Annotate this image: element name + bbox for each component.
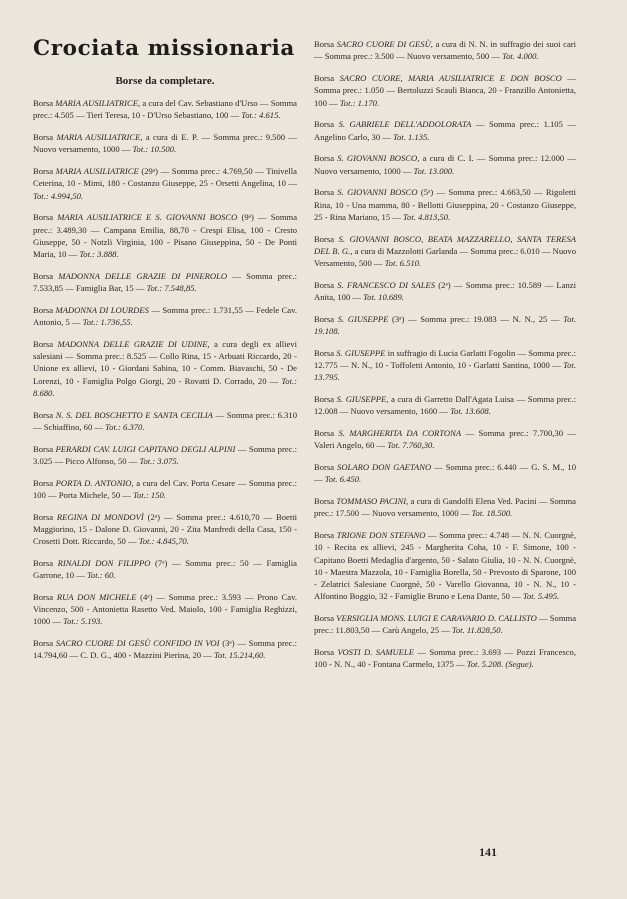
entry-tot: Tot.: 4.615.: [241, 110, 281, 121]
entry-body: in suffragio di Lucia Garlatti Fogolin — Somma prec.: 12.775 — N. N., 10 - Toffoletti Antonio, 10 - Garlatti Santina, 1000 —: [314, 347, 576, 370]
entry-body: (3ᵃ) — Somma prec.: 14.794,60 — C. D. G., 400 - Mazzini Pierina, 20 —: [33, 638, 297, 661]
borsa-entry: [33, 511, 297, 548]
borsa-entry: [314, 279, 576, 304]
entry-pre: Borsa: [314, 313, 338, 324]
entry-body: a cura degli ex allievi salesiani — Somma prec.: 8.525 — Collo Rina, 15 - Arbuati Riccardo, 20 - Unione ex allievi, 10 - Giordani Sabina, 10 - Comm. Biavaschi, 50 - De Lorenzi, 10 - Famiglia Polgo Giorgi, 20 - Rovatti D. Corrado, 20 —: [33, 338, 297, 386]
entry-body: a cura di E. P. — Somma prec.: 9.500 — Nuovo versamento, 1000 —: [33, 132, 298, 155]
entry-name: TRIONE DON STEFANO: [336, 530, 426, 540]
entry-name: RUA DON MICHELE: [56, 591, 137, 602]
entry-pre: Borsa: [314, 39, 337, 49]
page-number: 141: [479, 845, 497, 859]
left-entries: [33, 97, 297, 662]
entry-body: — Somma prec.: 1.731,55 — Fedele Cav. Antonio, 5 —: [33, 304, 298, 327]
borsa-entry: [314, 347, 576, 384]
borsa-entry: [33, 304, 297, 329]
entry-tot: Tot.: 10.500.: [132, 144, 177, 155]
borsa-entry: [314, 612, 576, 637]
borsa-entry: [314, 646, 576, 671]
borsa-entry: [314, 529, 576, 603]
entry-body: a cura di Mazzolotti Garlanda — Somma prec.: 6.010 — Nuovo Versamento, 500 —: [314, 245, 577, 268]
borsa-entry: [33, 591, 297, 628]
entry-body: — Somma prec.: 3.025 — Picco Alfonso, 50 —: [33, 443, 297, 466]
right-entries: [314, 38, 576, 671]
entry-name: PORTA D. ANTONIO,: [55, 477, 134, 488]
entry-pre: Borsa: [33, 304, 56, 315]
entry-body: a cura di Garretto Dall'Agata Luisa — Somma prec.: 12.008 — Nuovo versamento, 1600 —: [314, 394, 577, 417]
entry-tot: Tot. 4.813,50.: [403, 211, 451, 222]
borsa-entry: [33, 557, 297, 582]
entry-pre: Borsa: [33, 591, 57, 602]
entry-pre: Borsa: [314, 613, 337, 623]
entry-name: MARIA AUSILIATRICE,: [56, 132, 143, 142]
borsa-entry: [33, 443, 297, 468]
entry-pre: Borsa: [314, 647, 338, 657]
entry-body: a cura di N. N. in suffragio dei suoi cari — Somma prec.: 3.500 — Nuovo versamento, 500 —: [314, 39, 577, 62]
entry-name: SOLARO DON GAETANO: [337, 462, 432, 472]
section-subtitle: Borse da completare.: [115, 75, 215, 87]
entry-name: MARIA AUSILIATRICE: [55, 166, 139, 176]
entry-name: VERSIGLIA MONS. LUIGI E CARAVARIO D. CALLISTO: [336, 613, 537, 623]
entry-pre: Borsa: [314, 394, 337, 404]
borsa-entry: [314, 495, 576, 520]
entry-name: N. S. DEL BOSCHETTO E SANTA CECILIA: [55, 409, 213, 420]
entry-name: S. GIOVANNI BOSCO,: [337, 153, 420, 164]
entry-pre: Borsa: [314, 187, 338, 198]
entry-tot: Tot.: 7.548,85.: [146, 283, 197, 293]
entry-name: MADONNA DELLE GRAZIE DI UDINE,: [57, 338, 210, 349]
borsa-entry: [33, 211, 297, 260]
entry-body: — Somma prec.: 6.440 — G. S. M., 10 —: [314, 462, 576, 485]
entry-pre: Borsa: [314, 496, 337, 506]
entry-name: S. GABRIELE DELL'ADDOLORATA: [338, 119, 472, 130]
borsa-entry: [33, 637, 297, 662]
entry-body: — Somma prec.: 6.310 — Schiaffino, 60 —: [33, 409, 298, 432]
entry-tot: Tot.: 4.994,50.: [33, 190, 84, 201]
entry-pre: Borsa: [314, 462, 338, 472]
borsa-entry: [314, 461, 576, 486]
borsa-entry: [314, 393, 576, 418]
borsa-entry: [33, 131, 297, 156]
entry-tot: Tot. 1.135.: [393, 131, 430, 142]
entry-name: S. GIUSEPPE,: [336, 394, 389, 404]
entry-tot: Tot.: 150.: [133, 489, 166, 500]
entry-name: REGINA DI MONDOVÌ: [56, 511, 144, 522]
entry-body: — Somma prec.: 7.700,30 — Valeri Angelo, 60 —: [314, 428, 577, 451]
entry-pre: Borsa: [33, 98, 56, 108]
entry-tot: Tot.: 8.680.: [33, 375, 297, 398]
entry-pre: Borsa: [33, 557, 58, 568]
entry-pre: Borsa: [314, 279, 338, 290]
entry-body: (9ᵃ) — Somma prec.: 3.489,30 — Campana Emilia, 88,70 - Crespi Elisa, 100 - Cresto Giuseppe, 50 - Notzli Virginia, 100 - Pisano Giuseppina, 50 - De Ponti Maria, 10 —: [33, 212, 298, 259]
entry-tot: Tot.: 1.170.: [339, 97, 380, 108]
entry-body: (2ᵃ) — Somma prec.: 4.610,70 — Boetti Maggiorino, 15 - Dalone D. Giovanni, 20 - Zita Manfredi della Casa, 150 - Crosetti Dott. Riccardo, 50 —: [33, 511, 297, 546]
entry-body: (4ᵃ) — Somma prec.: 3.593 — Prono Cav. Vincenzo, 500 - Antonietta Rasetto Ved. Maiolo, 100 - Famiglia Reghizzi, 1000 —: [33, 591, 297, 627]
entry-tot: Tot. 5.495.: [522, 591, 560, 602]
entry-name: S. MARGHERITA DA CORTONA: [338, 428, 462, 438]
entry-tot: Tot. 7.760,30.: [387, 440, 435, 451]
entry-body: (7ᵃ) — Somma prec.: 50 — Famiglia Garrone, 10 —: [33, 557, 298, 580]
entry-body: (3ᵃ) — Somma prec.: 19.083 — N. N., 25 —: [388, 313, 564, 324]
entry-body: (29ᵃ) — Somma prec.: 4.769,50 — Tinivella Ceterina, 10 - Mimi, 180 - Costanzo Giuseppe, 25 - Orsetti Angelina, 10 —: [33, 166, 297, 189]
entry-tot: Tot.: 4.845,70.: [138, 536, 189, 546]
entry-body: — Somma prec.: 1.105 — Angelino Carlo, 30 —: [314, 119, 576, 142]
entry-tot: Tot.: 3.888.: [79, 249, 119, 259]
entry-tot: Tot. 6.450.: [324, 474, 362, 485]
borsa-entry: [314, 233, 576, 270]
entry-pre: Borsa: [314, 530, 337, 540]
entry-pre: Borsa: [33, 409, 56, 420]
entry-tot: Tot. 13.608.: [450, 406, 491, 417]
entry-pre: Borsa: [33, 338, 58, 349]
entry-body: (2ᵃ) — Somma prec.: 10.589 — Lanzi Anita, 100 —: [314, 279, 576, 302]
borsa-entry: [314, 72, 576, 109]
borsa-entry: [33, 270, 297, 295]
entry-pre: Borsa: [314, 73, 340, 83]
entry-pre: Borsa: [314, 153, 338, 164]
entry-name: S. GIOVANNI BOSCO: [337, 187, 418, 198]
entry-name: RINALDI DON FILIPPO: [57, 557, 151, 568]
borsa-entry: [314, 427, 576, 452]
entry-pre: Borsa: [314, 233, 339, 244]
entry-name: TOMMASO PACINI,: [336, 496, 409, 506]
entry-tot: Tot.: 5.193.: [63, 616, 103, 627]
borsa-entry: [314, 313, 576, 338]
entry-body: a cura del Cav. Porta Cesare — Somma prec.: 100 — Porta Michele, 50 —: [33, 477, 298, 500]
entry-body: — Somma prec.: 7.533,85 — Famiglia Bar, 15 —: [33, 270, 298, 293]
borsa-entry: [33, 477, 297, 502]
entry-name: S. GIUSEPPE: [336, 347, 386, 358]
entry-pre: Borsa: [33, 443, 56, 454]
entry-pre: Borsa: [33, 132, 57, 142]
entry-name: MADONNA DI LOURDES: [55, 304, 149, 315]
entry-name: SACRO CUORE, MARIA AUSILIATRICE E DON BOSCO: [339, 73, 562, 83]
entry-tot: Tot. 13.795.: [314, 360, 576, 383]
entry-name: SACRO CUORE DI GESÙ CONFIDO IN VOI: [55, 638, 220, 648]
entry-tot: Tot. 10.689.: [363, 292, 404, 302]
entry-pre: Borsa: [314, 347, 337, 358]
entry-name: S. FRANCESCO DI SALES: [337, 279, 436, 290]
borsa-entry: [314, 152, 576, 177]
left-column: [33, 0, 297, 671]
entry-tot: Tot. 5.208.: [466, 659, 504, 670]
entry-tot: Tot.: 60.: [86, 570, 116, 580]
entry-pre: Borsa: [314, 428, 339, 438]
entry-tot: Tot. 6.510.: [384, 258, 422, 268]
borsa-entry: [33, 97, 297, 122]
entry-tot: Tot. 4.000.: [502, 51, 539, 62]
borsa-entry: [33, 409, 297, 434]
entry-name: VOSTI D. SAMUELE: [337, 647, 414, 657]
entry-body: (5ᵃ) — Somma prec.: 4.663,50 — Rigoletti Rina, 10 - Una mamma, 80 - Bellotti Giuseppina, 20 - Costanzo Giuseppe, 25 - Rina Mariano, 15 —: [314, 187, 576, 222]
entry-pre: Borsa: [33, 166, 56, 176]
entry-tot: Tot. 18.500.: [471, 508, 513, 519]
entry-pre: Borsa: [33, 638, 56, 648]
entry-name: MARIA AUSILIATRICE E S. GIOVANNI BOSCO: [57, 212, 238, 223]
entry-body: a cura di C. I. — Somma prec.: 12.000 — Nuovo versamento, 1000 —: [314, 153, 576, 176]
entry-body: — Somma prec.: 4.748 — N. N. Cuorgnè, 10 - Recita ex allievi, 245 - Margherita Coha, 10 - F. Simone, 100 - Capitano Boetti Medaglia d'argento, 50 - Salato Giulia, 10 - N. N. Cuorgnè, 10 - Maestra Mazzola, 10 - Famiglia Borella, 50 - Prevosto di Sparone, 100 - Zelatrici Salesiane Cuorgnè, 50 - Varello Giovanna, 10 - N. N., 10 - Alfontino Boggio, 32 - Famiglie Bruno e Lena Dante, 50 —: [314, 530, 576, 602]
entry-name: MADONNA DELLE GRAZIE DI PINEROLO: [58, 270, 228, 281]
entry-name: SACRO CUORE DI GESÙ,: [336, 39, 433, 49]
entry-tot: Tot. 19.108.: [314, 313, 576, 336]
entry-tot: Tot. 15.214,60.: [213, 650, 266, 661]
right-column: [314, 0, 576, 680]
entry-body: — Somma prec.: 3.693 — Pozzi Francesco, 100 - N. N., 40 - Fontana Carmelo, 1375 —: [314, 647, 576, 670]
entry-pre: Borsa: [33, 212, 58, 223]
entry-tot: Tot.: 3.075.: [139, 455, 179, 466]
entry-body: — Somma prec.: 11.803,50 — Carù Angelo, 25 —: [314, 613, 577, 636]
entry-pre: Borsa: [33, 511, 57, 522]
borsa-entry: [314, 118, 576, 143]
entry-body: a cura di Gandolfi Elena Ved. Pacini — Somma prec.: 17.500 — Nuovo versamento, 1000 —: [314, 496, 576, 519]
page-title: Crociata missionaria: [33, 36, 295, 61]
entry-tot: Tot.: 6.370.: [105, 421, 145, 432]
borsa-entry: [314, 186, 576, 223]
borsa-entry: [33, 338, 297, 399]
entry-body: — Somma prec.: 1.050 — Bertoluzzi Scauli Bianca, 20 - Franzillo Antonietta, 100 —: [314, 73, 576, 108]
entry-name: MARIA AUSILIATRICE,: [55, 98, 141, 108]
entry-name: S. GIOVANNI BOSCO, BEATA MAZZARELLO, SANTA TERESA DEL B. G.,: [314, 233, 577, 256]
entry-name: S. GIUSEPPE: [337, 313, 389, 324]
entry-pre: Borsa: [314, 119, 339, 130]
entry-name: PERARDI CAV. LUIGI CAPITANO DEGLI ALPINI: [55, 443, 236, 454]
borsa-entry: [33, 165, 297, 202]
entry-pre: Borsa: [33, 270, 59, 281]
entry-tot: Tot. 11.828,50.: [451, 625, 503, 636]
borsa-entry: [314, 38, 576, 63]
entry-body: a cura del Cav. Sebastiano d'Urso — Somma prec.: 4.505 — Tieri Teresa, 10 - D'Urso Sebastiano, 100 —: [33, 98, 297, 121]
entry-tail: (Segue).: [503, 659, 534, 670]
entry-tot: Tot. 13.000.: [413, 165, 455, 176]
entry-pre: Borsa: [33, 477, 56, 488]
entry-tot: Tot.: 1.736,55.: [82, 317, 133, 327]
